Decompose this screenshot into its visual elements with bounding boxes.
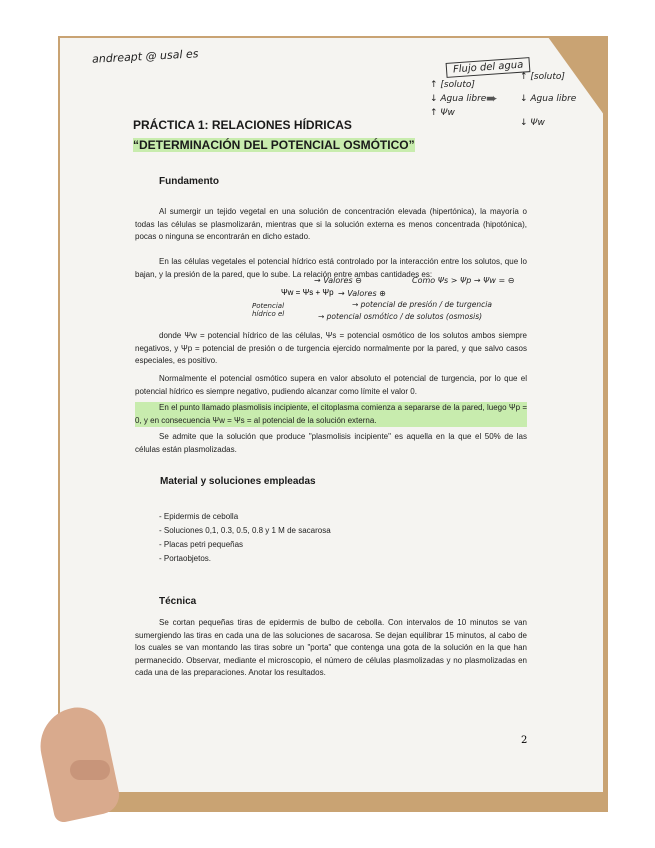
handwritten-email: andreapt @ usal es	[91, 47, 199, 66]
handwritten-side-notes	[418, 52, 588, 142]
section-fundamento: Fundamento	[159, 176, 219, 187]
note-psi-left: ↑ Ψw	[430, 108, 455, 118]
list-item: - Portaobjetos.	[159, 554, 212, 563]
note-potencial-hidrico: Potencial hídrico el	[252, 302, 285, 318]
list-item: - Soluciones 0,1, 0.3, 0.5, 0.8 y 1 M de sacarosa	[159, 526, 331, 535]
section-material: Material y soluciones empleadas	[160, 476, 316, 487]
page-title: PRÁCTICA 1: RELACIONES HÍDRICAS	[133, 118, 352, 132]
note-agua-right: ↓ Agua libre	[520, 94, 577, 104]
note-presion: → potencial de presión / de turgencia	[352, 300, 492, 309]
arrow-icon: ➨	[486, 90, 498, 106]
note-valores-pos: → Valores ⊕	[338, 289, 386, 298]
list-item: - Epidermis de cebolla	[159, 512, 239, 521]
fundamento-paragraph-6: Se admite que la solución que produce "plasmolisis incipiente" es aquella en la que el 50% de las células están plasmolizadas.	[135, 432, 527, 454]
fundamento-paragraph-2: En las células vegetales el potencial hídrico está controlado por la interacción entre los solutos, que lo bajan, y la presión de la pared, que lo sube. La relación entre ambas cantidades es:	[135, 257, 527, 279]
fundamento-paragraph-4: Normalmente el potencial osmótico supera en valor absoluto el potencial de turgencia, por lo que el potencial hídrico es siempre negativo, pudiendo alcanzar como límite el valor 0.	[135, 374, 527, 396]
fundamento-paragraph-1: Al sumergir un tejido vegetal en una solución de concentración elevada (hipertónica), la mayoría o todas las células se plasmolizarán, mientras que si la solución externa es menos concentrada (hipotónica), pocas o ninguna se encontrarán en dicho estado.	[135, 207, 527, 241]
note-flujo: Flujo del agua	[446, 57, 531, 78]
note-soluto-left: ↑ [soluto]	[430, 80, 475, 90]
fundamento-paragraph-3: donde Ψw = potencial hídrico de las células, Ψs = potencial osmótico de los solutos ambos siempre negativos, y Ψp = potencial de presión o de turgencia ejercido normalmente por la pared, y que salvo casos especiales, es positivo.	[135, 331, 527, 365]
formula: Ψw = Ψs + Ψp	[281, 288, 334, 297]
list-item: - Placas petri pequeñas	[159, 540, 244, 549]
note-valores-neg: → Valores ⊖	[314, 276, 362, 285]
hand-detail	[70, 760, 110, 780]
page-number: 2	[521, 735, 528, 746]
note-psi-right: ↓ Ψw	[520, 118, 545, 128]
note-como: Como Ψs > Ψp → Ψw = ⊖	[412, 276, 515, 285]
materials-list	[159, 510, 331, 566]
section-tecnica: Técnica	[159, 596, 197, 607]
note-osmotico: → potencial osmótico / de solutos (osmosis)	[318, 312, 483, 321]
note-soluto-right: ↑ [soluto]	[520, 72, 565, 82]
fundamento-paragraph-5: En el punto llamado plasmolisis incipiente, el citoplasma comienza a separarse de la pared, luego Ψp = 0, y en consecuencia Ψw = Ψs = al potencial de la solución externa.	[135, 402, 527, 427]
tecnica-paragraph: Se cortan pequeñas tiras de epidermis de bulbo de cebolla. Con intervalos de 10 minutos se van sumergiendo las tiras en cada una de las soluciones de sacarosa. Se dejan equilibrar 15 minutos, al cabo de los cuales se van montando las tiras sobre un "porta" que contenga una gota de la solución en la que han permanecido. Observar, mediante el microscopio, el número de células plasmolizadas y no plasmolizadas en cada una de las preparaciones. Anotar los resultados.	[135, 618, 527, 677]
page-subtitle: “DETERMINACIÓN DEL POTENCIAL OSMÓTICO”	[133, 138, 415, 152]
note-agua-left: ↓ Agua libre	[430, 94, 487, 104]
